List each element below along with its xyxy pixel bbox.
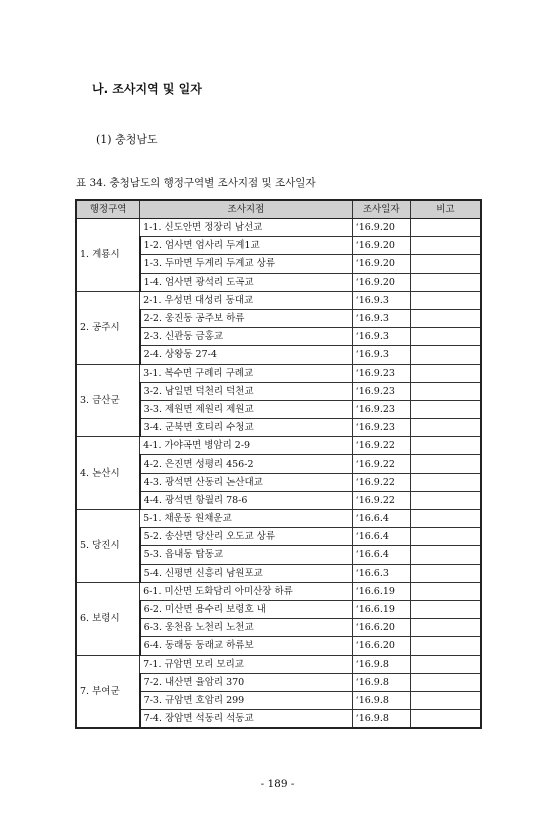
table-row xyxy=(76,291,481,309)
date-cell: ‘16.6.4 xyxy=(352,546,410,564)
table-row xyxy=(76,655,481,673)
note-cell xyxy=(410,328,481,346)
site-cell: 6-1. 미산면 도화담리 아미산장 하류 xyxy=(140,582,353,600)
date-cell: ‘16.9.8 xyxy=(352,673,410,691)
region-cell: 1. 계룡시 xyxy=(76,219,140,292)
site-cell: 6-3. 웅천읍 노천리 노천교 xyxy=(140,619,353,637)
site-cell: 7-1. 규암면 모리 모리교 xyxy=(140,655,353,673)
site-cell: 5-3. 읍내동 탑동교 xyxy=(140,546,353,564)
region-cell: 7. 부여군 xyxy=(76,655,140,728)
site-cell: 1-2. 엄사면 엄사리 두계1교 xyxy=(140,237,353,255)
note-cell xyxy=(410,582,481,600)
date-cell: ‘16.9.22 xyxy=(352,437,410,455)
note-cell xyxy=(410,237,481,255)
site-cell: 1-4. 엄사면 광석리 도곡교 xyxy=(140,273,353,291)
note-cell xyxy=(410,437,481,455)
note-cell xyxy=(410,673,481,691)
region-cell: 5. 당진시 xyxy=(76,510,140,583)
date-cell: ‘16.6.4 xyxy=(352,510,410,528)
date-cell: ‘16.9.8 xyxy=(352,691,410,709)
table-header-row xyxy=(76,200,481,219)
table-body xyxy=(76,219,481,729)
site-cell: 3-3. 제원면 제원리 제원교 xyxy=(140,400,353,418)
note-cell xyxy=(410,637,481,655)
date-cell: ‘16.9.22 xyxy=(352,455,410,473)
table-row xyxy=(76,219,481,237)
note-cell xyxy=(410,309,481,327)
site-cell: 3-4. 군북면 호티리 수청교 xyxy=(140,419,353,437)
site-cell: 3-1. 복수면 구례리 구례교 xyxy=(140,364,353,382)
note-cell xyxy=(410,255,481,273)
note-cell xyxy=(410,528,481,546)
region-cell: 3. 금산군 xyxy=(76,364,140,437)
note-cell xyxy=(410,455,481,473)
site-cell: 6-2. 미산면 용수리 보령호 내 xyxy=(140,600,353,618)
note-cell xyxy=(410,219,481,237)
date-cell: ‘16.9.3 xyxy=(352,328,410,346)
note-cell xyxy=(410,691,481,709)
note-cell xyxy=(410,510,481,528)
note-cell xyxy=(410,364,481,382)
header-site: 조사지점 xyxy=(140,200,353,219)
table-row xyxy=(76,510,481,528)
note-cell xyxy=(410,600,481,618)
date-cell: ‘16.9.23 xyxy=(352,419,410,437)
header-date: 조사일자 xyxy=(352,200,410,219)
site-cell: 5-2. 송산면 당산리 오도교 상류 xyxy=(140,528,353,546)
date-cell: ‘16.9.22 xyxy=(352,473,410,491)
site-cell: 7-3. 규암면 호암리 299 xyxy=(140,691,353,709)
note-cell xyxy=(410,491,481,509)
date-cell: ‘16.9.23 xyxy=(352,364,410,382)
date-cell: ‘16.9.23 xyxy=(352,382,410,400)
date-cell: ‘16.6.3 xyxy=(352,564,410,582)
note-cell xyxy=(410,273,481,291)
date-cell: ‘16.9.22 xyxy=(352,491,410,509)
note-cell xyxy=(410,346,481,364)
date-cell: ‘16.6.20 xyxy=(352,637,410,655)
site-cell: 7-4. 장암면 석동리 석동교 xyxy=(140,710,353,729)
site-cell: 4-3. 광석면 산동리 논산대교 xyxy=(140,473,353,491)
note-cell xyxy=(410,473,481,491)
date-cell: ‘16.9.3 xyxy=(352,291,410,309)
header-region: 행정구역 xyxy=(76,200,140,219)
table-row xyxy=(76,582,481,600)
region-cell: 2. 공주시 xyxy=(76,291,140,364)
date-cell: ‘16.9.20 xyxy=(352,255,410,273)
note-cell xyxy=(410,655,481,673)
date-cell: ‘16.6.19 xyxy=(352,600,410,618)
region-cell: 6. 보령시 xyxy=(76,582,140,655)
date-cell: ‘16.9.8 xyxy=(352,655,410,673)
date-cell: ‘16.9.23 xyxy=(352,400,410,418)
date-cell: ‘16.9.3 xyxy=(352,346,410,364)
note-cell xyxy=(410,710,481,729)
subsection-heading: (1) 충청남도 xyxy=(96,133,158,146)
site-cell: 6-4. 동래동 동래교 하류보 xyxy=(140,637,353,655)
site-cell: 2-2. 웅진동 공주보 하류 xyxy=(140,309,353,327)
date-cell: ‘16.9.20 xyxy=(352,237,410,255)
site-cell: 4-2. 은진면 성평리 456-2 xyxy=(140,455,353,473)
site-cell: 7-2. 내산면 율암리 370 xyxy=(140,673,353,691)
note-cell xyxy=(410,564,481,582)
survey-table xyxy=(75,199,482,729)
site-cell: 4-4. 광석면 항월리 78-6 xyxy=(140,491,353,509)
date-cell: ‘16.9.20 xyxy=(352,273,410,291)
note-cell xyxy=(410,546,481,564)
site-cell: 2-1. 우성면 대성리 동대교 xyxy=(140,291,353,309)
note-cell xyxy=(410,419,481,437)
site-cell: 5-1. 채운동 원채운교 xyxy=(140,510,353,528)
site-cell: 3-2. 남일면 덕천리 덕천교 xyxy=(140,382,353,400)
table-row xyxy=(76,437,481,455)
date-cell: ‘16.9.20 xyxy=(352,219,410,237)
site-cell: 4-1. 가야곡면 병암리 2-9 xyxy=(140,437,353,455)
date-cell: ‘16.9.3 xyxy=(352,309,410,327)
site-cell: 1-1. 신도안면 정장리 남선교 xyxy=(140,219,353,237)
note-cell xyxy=(410,382,481,400)
date-cell: ‘16.6.19 xyxy=(352,582,410,600)
date-cell: ‘16.6.4 xyxy=(352,528,410,546)
table-caption: 표 34. 충청남도의 행정구역별 조사지점 및 조사일자 xyxy=(76,177,316,189)
header-note: 비고 xyxy=(410,200,481,219)
site-cell: 1-3. 두마면 두계리 두계교 상류 xyxy=(140,255,353,273)
date-cell: ‘16.9.8 xyxy=(352,710,410,729)
note-cell xyxy=(410,400,481,418)
region-cell: 4. 논산시 xyxy=(76,437,140,510)
note-cell xyxy=(410,291,481,309)
site-cell: 2-4. 상왕동 27-4 xyxy=(140,346,353,364)
note-cell xyxy=(410,619,481,637)
site-cell: 2-3. 신관동 금홍교 xyxy=(140,328,353,346)
date-cell: ‘16.6.20 xyxy=(352,619,410,637)
section-heading: 나. 조사지역 및 일자 xyxy=(92,82,202,96)
page-number: - 189 - xyxy=(260,778,295,790)
site-cell: 5-4. 신평면 신흥리 남원포교 xyxy=(140,564,353,582)
table-row xyxy=(76,364,481,382)
